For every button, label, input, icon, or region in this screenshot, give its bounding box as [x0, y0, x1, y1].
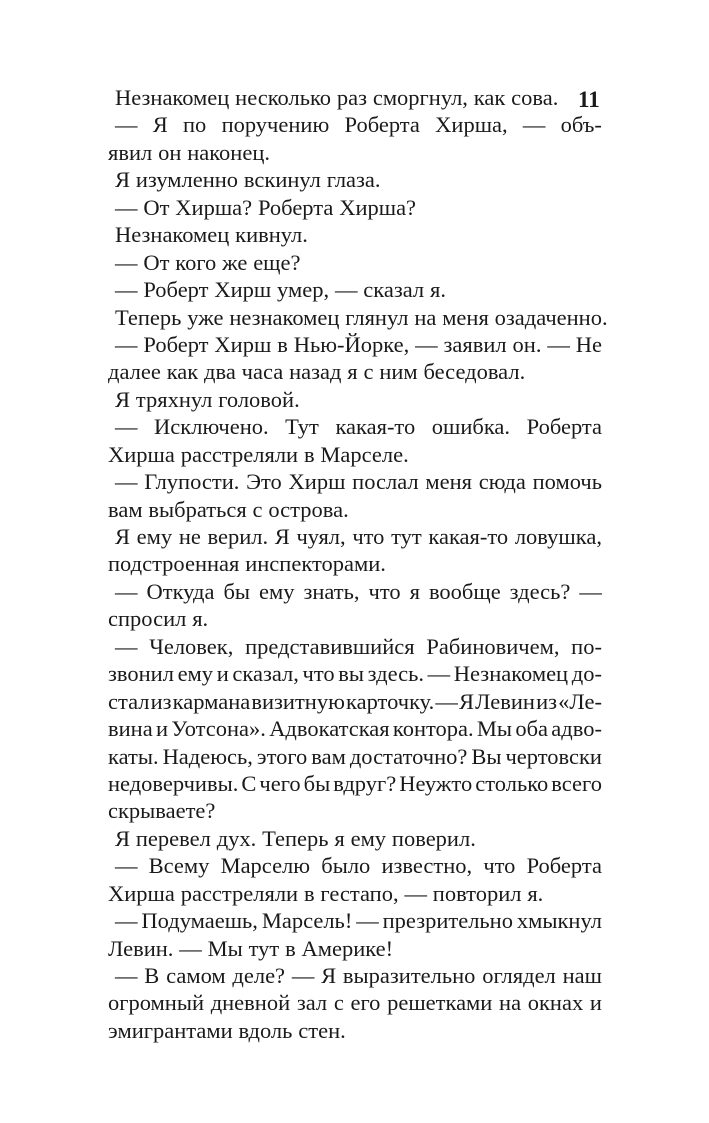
text-line: скрываете?: [108, 798, 216, 824]
text-line: стал из кармана визитную карточку. — Я Левин из «Ле-: [108, 688, 602, 714]
text-line: Левин. — Мы тут в Америке!: [108, 935, 394, 961]
text-line: Незнакомец несколько раз сморгнул, как сова.: [115, 85, 559, 110]
text-line: — Откуда бы ему знать, что я вообще здесь? —: [115, 578, 602, 604]
text-line: вина и Уотсона». Адвокатская контора. Мы оба адво-: [108, 716, 602, 742]
text-line: — Роберт Хирш в Нью-Йорке, — заявил он. — Не: [115, 331, 602, 357]
text-line: Хирша расстреляли в Марселе.: [108, 441, 409, 467]
text-line: вам выбраться с острова.: [108, 496, 349, 522]
page-number: 11: [578, 87, 600, 112]
text-line: — Всему Марселю было известно, что Роберта: [115, 853, 602, 879]
text-line: — Роберт Хирш умер, — сказал я.: [115, 277, 446, 303]
text-line: — От Хирша? Роберта Хирша?: [115, 194, 417, 220]
text-line: Я изумленно вскинул глаза.: [115, 167, 381, 193]
text-line: Хирша расстреляли в гестапо, — повторил я.: [108, 880, 544, 906]
text-line: — От кого же еще?: [115, 249, 301, 275]
text-line: Я перевел дух. Теперь я ему поверил.: [115, 825, 476, 851]
text-line: подстроенная инспекторами.: [108, 551, 386, 577]
text-line: — Подумаешь, Марсель! — презрительно хмыкнул: [115, 908, 602, 934]
text-line: — Я по поручению Роберта Хирша, — объ-: [115, 112, 602, 138]
text-line: — Человек, представившийся Рабиновичем, по-: [115, 633, 602, 659]
text-line: — Глупости. Это Хирш послал меня сюда помочь: [115, 469, 602, 495]
text-line: эмигрантами вдоль стен.: [108, 1017, 346, 1043]
text-line: Теперь уже незнакомец глянул на меня озадаченно.: [115, 304, 608, 330]
text-line: спросил я.: [108, 606, 209, 632]
text-line: — В самом деле? — Я выразительно оглядел наш: [115, 963, 602, 988]
body-text: [108, 84, 608, 1044]
text-line: далее как два часа назад я с ним беседовал.: [108, 359, 526, 385]
text-line: явил он наконец.: [108, 139, 270, 165]
text-line: каты. Надеюсь, этого вам достаточно? Вы чертовски: [108, 743, 602, 769]
text-line: Незнакомец кивнул.: [115, 222, 308, 248]
text-line: недоверчивы. С чего бы вдруг? Неужто столько всего: [108, 770, 602, 796]
text-line: Я тряхнул головой.: [115, 386, 300, 412]
text-line: звонил ему и сказал, что вы здесь. — Незнакомец до-: [108, 661, 602, 687]
text-line: — Исключено. Тут какая-то ошибка. Роберта: [115, 414, 602, 440]
text-line: Я ему не верил. Я чуял, что тут какая-то ловушка,: [115, 524, 602, 549]
text-line: огромный дневной зал с его решетками на окнах и: [108, 990, 602, 1016]
